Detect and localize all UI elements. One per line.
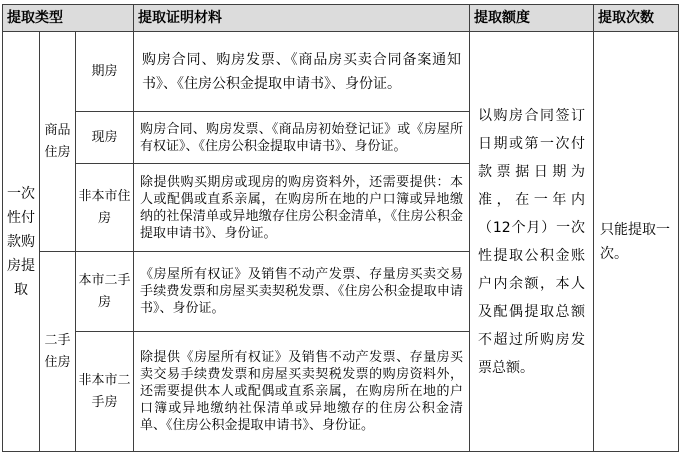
row-label-local-second: 本市二手房 — [76, 252, 134, 332]
row-label-futures: 期房 — [76, 32, 134, 112]
materials-futures: 购房合同、购房发票、《商品房买卖合同备案通知书》、《住房公积金提取申请书》、身份证。 — [134, 32, 470, 112]
count-text: 只能提取一次。 — [594, 32, 679, 452]
materials-nonlocal-second: 除提供《房屋所有权证》及销售不动产发票、存量房买卖交易手续费发票和房屋买卖契税发票的购房资料外，还需要提供本人或配偶或直系亲属，在购房所在地的户口簿或异地缴纳社保清单或异地缴存的住房公积金清单、《住房公积金提取申请书》、身份证。 — [134, 332, 470, 452]
row-label-nonlocal-second: 非本市二手房 — [76, 332, 134, 452]
table-row — [3, 32, 679, 112]
row-label-nonlocal-commercial: 非本市住房 — [76, 164, 134, 252]
materials-existing: 购房合同、购房发票、《商品房初始登记证》或《房屋所有权证》、《住房公积金提取申请书》、身份证。 — [134, 112, 470, 164]
header-materials: 提取证明材料 — [134, 5, 470, 32]
materials-nonlocal-commercial: 除提供购买期房或现房的购房资料外，还需要提供：本人或配偶或直系亲属，在购房所在地的户口簿或异地缴纳的社保清单或异地缴存住房公积金清单，《住房公积金提取申请书》、身份证。 — [134, 164, 470, 252]
header-amount: 提取额度 — [470, 5, 594, 32]
withdrawal-table — [2, 4, 679, 452]
category-main: 一次性付款购房提取 — [3, 32, 40, 452]
amount-text: 以购房合同签订日期或第一次付款票据日期为准，在一年内（12个月）一次性提取公积金账户内余额，本人及配偶提取总额不超过所购房发票总额。 — [470, 32, 594, 452]
group-second-hand: 二手住房 — [40, 252, 76, 452]
header-row — [3, 5, 679, 32]
header-count: 提取次数 — [594, 5, 679, 32]
materials-local-second: 《房屋所有权证》及销售不动产发票、存量房买卖交易手续费发票和房屋买卖契税发票、《住房公积金提取申请书》、身份证。 — [134, 252, 470, 332]
group-commercial: 商品住房 — [40, 32, 76, 252]
header-type: 提取类型 — [3, 5, 134, 32]
row-label-existing: 现房 — [76, 112, 134, 164]
